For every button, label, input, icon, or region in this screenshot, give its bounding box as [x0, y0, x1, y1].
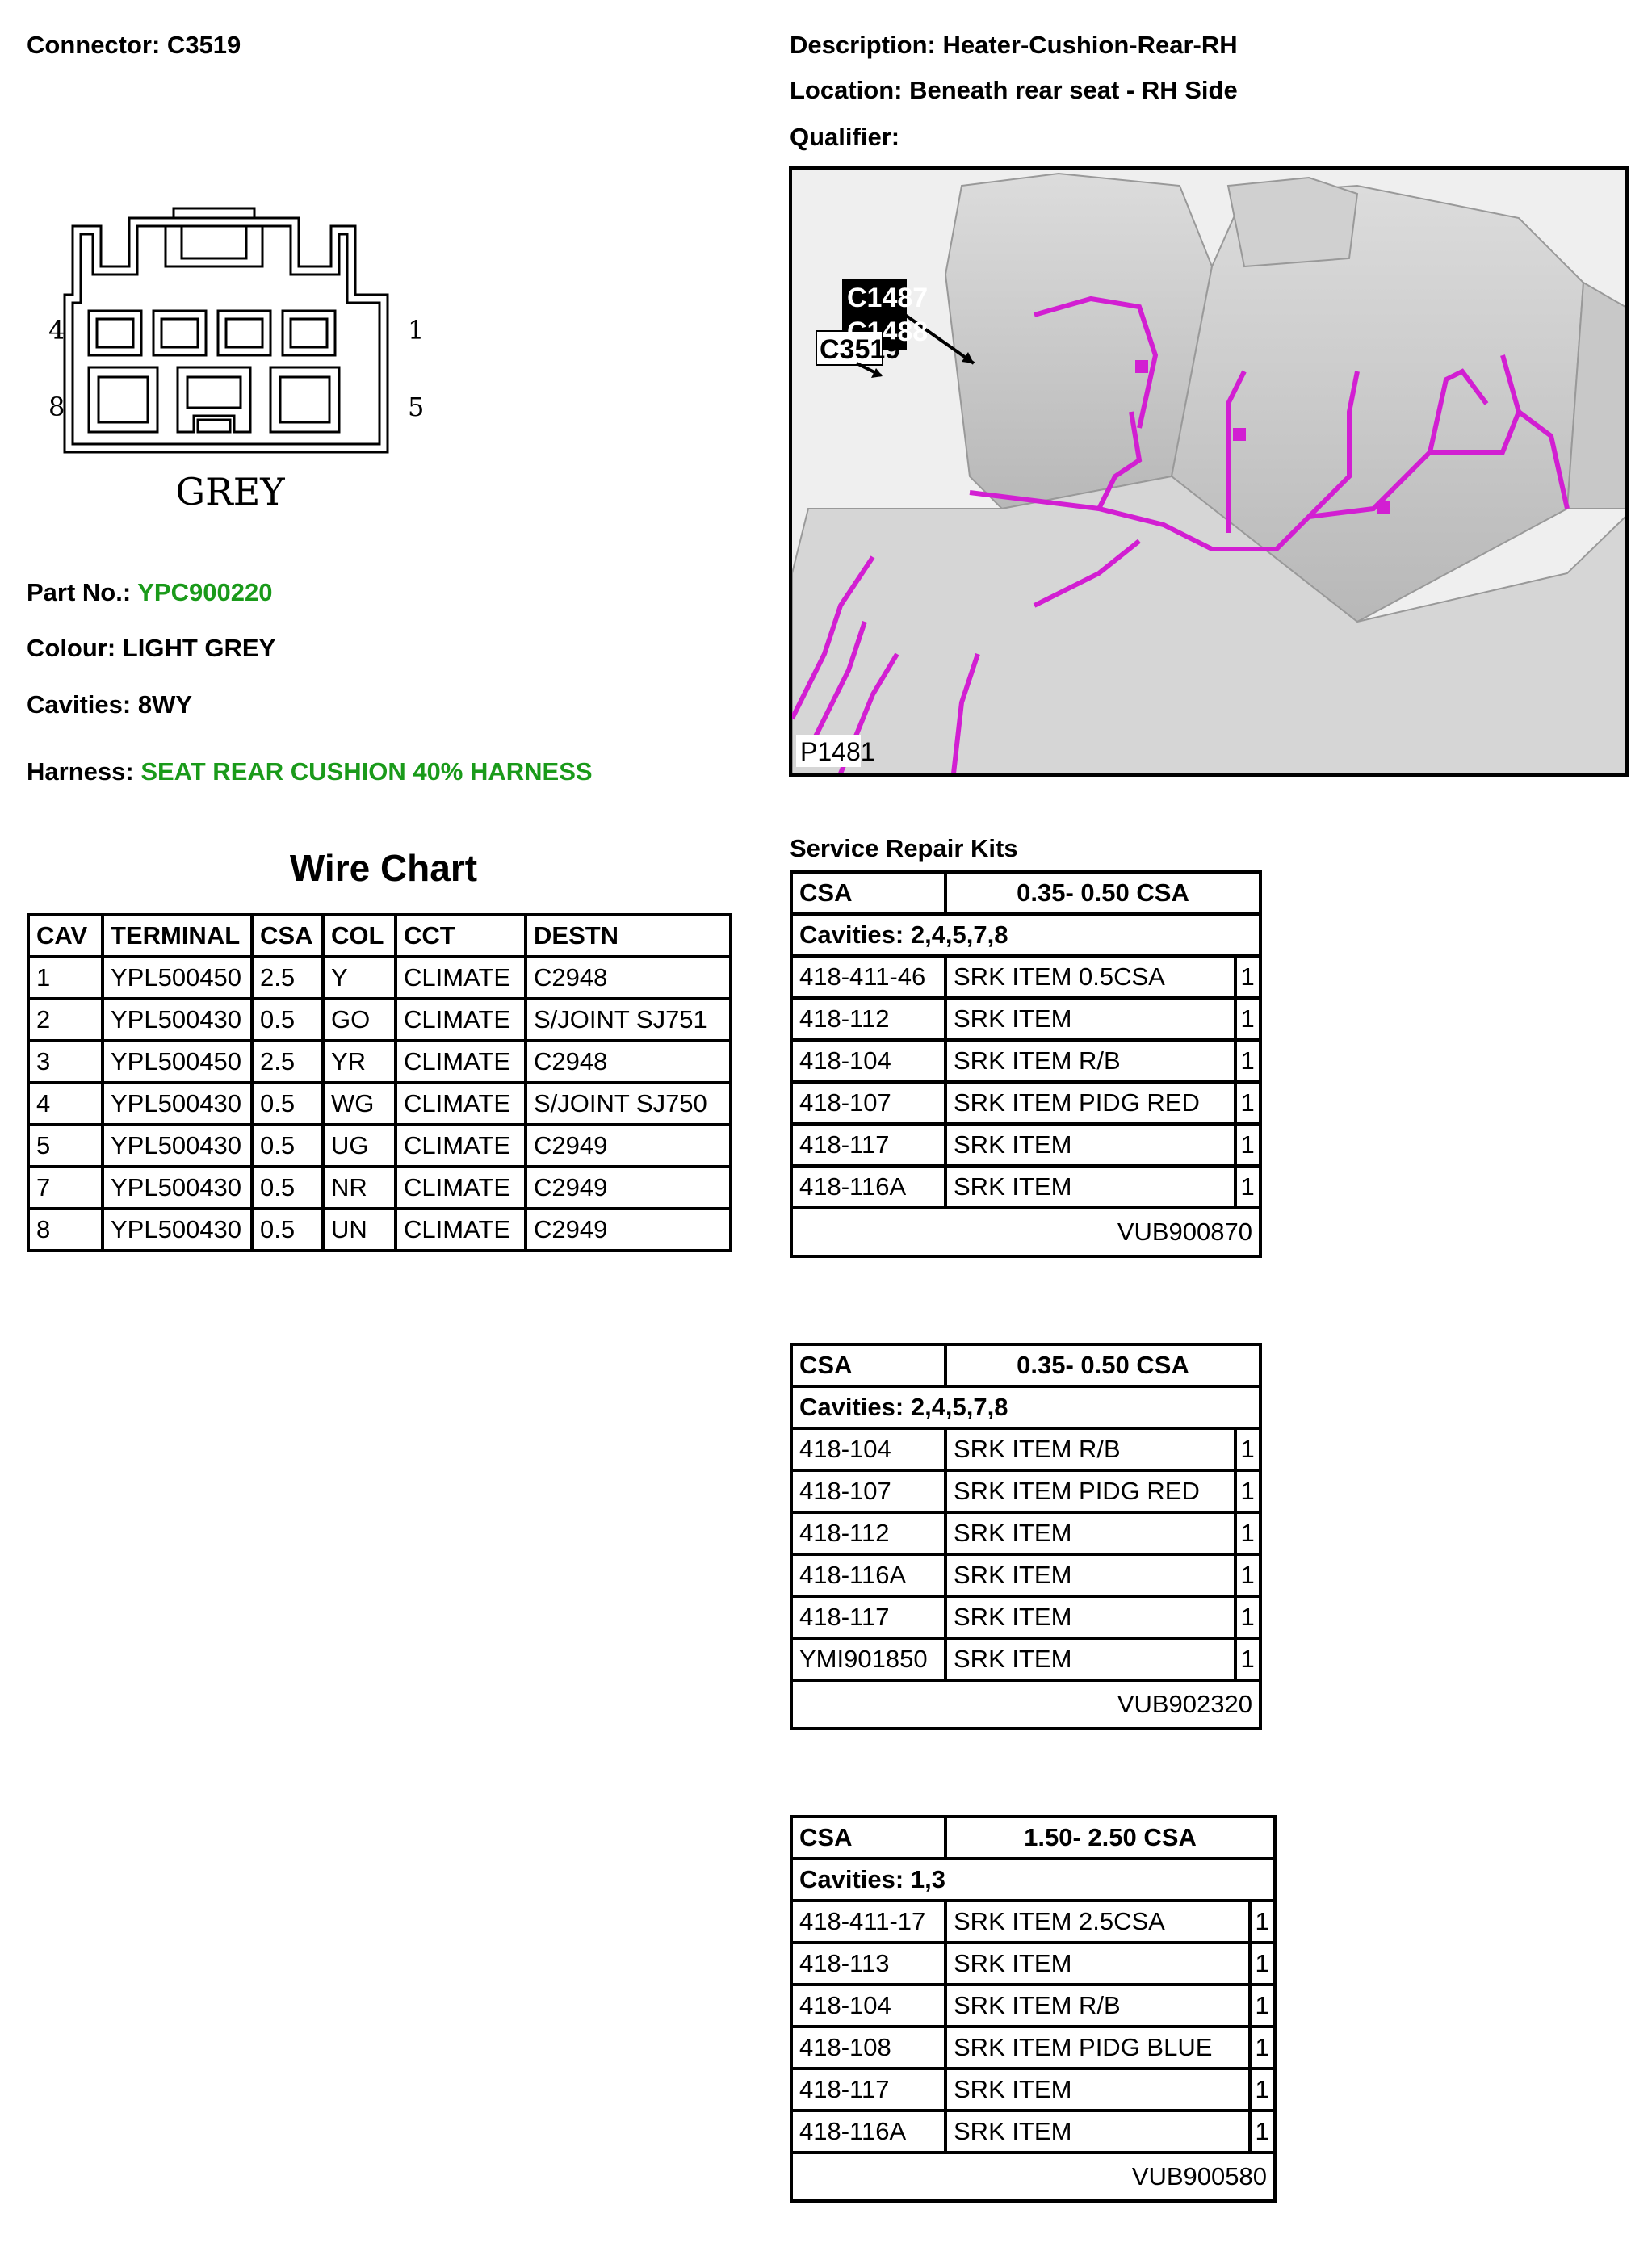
cell: 418-112 — [791, 1512, 945, 1554]
part-number-row — [27, 578, 272, 607]
cell: C2949 — [526, 1125, 731, 1167]
cell: 418-411-17 — [791, 1901, 945, 1943]
wire-row — [28, 1083, 731, 1125]
kit-code: VUB900870 — [791, 1208, 1260, 1256]
kit-item-row — [791, 1901, 1275, 1943]
cell: 7 — [28, 1167, 103, 1209]
cell: 1 — [1250, 1985, 1275, 2027]
kit-code: VUB902320 — [791, 1680, 1260, 1729]
cell: YPL500450 — [103, 1041, 252, 1083]
wire-row — [28, 1125, 731, 1167]
cell: SRK ITEM R/B — [945, 1985, 1250, 2027]
cell: SRK ITEM — [945, 998, 1235, 1040]
part-number-value: YPC900220 — [137, 578, 273, 606]
cell: 418-117 — [791, 2069, 945, 2111]
callout-c1487: C1487 — [847, 283, 929, 313]
cell: 1 — [1235, 1040, 1260, 1082]
cell: C2949 — [526, 1209, 731, 1251]
description-label: Description: Heater-Cushion-Rear-RH — [790, 31, 1238, 59]
kit-csa-range: 0.35- 0.50 CSA — [945, 1344, 1260, 1386]
header-destn: DESTN — [526, 915, 731, 957]
kit-item-row — [791, 1985, 1275, 2027]
connector-colour-text: GREY — [175, 470, 285, 514]
cell: CLIMATE — [396, 1083, 526, 1125]
wire-row — [28, 1041, 731, 1083]
kit-item-row — [791, 2027, 1275, 2069]
cell: NR — [323, 1167, 396, 1209]
cell: SRK ITEM — [945, 1124, 1235, 1166]
figure-id: P1481 — [800, 737, 875, 766]
repair-kit-table — [790, 870, 1262, 1258]
cell: 1 — [1235, 1428, 1260, 1470]
kit-csa-range: 1.50- 2.50 CSA — [945, 1817, 1275, 1859]
cell: S/JOINT SJ751 — [526, 999, 731, 1041]
cell: 3 — [28, 1041, 103, 1083]
cell: SRK ITEM R/B — [945, 1428, 1235, 1470]
cell: 418-104 — [791, 1040, 945, 1082]
cell: YMI901850 — [791, 1638, 945, 1680]
cell: 418-116A — [791, 1554, 945, 1596]
cell: 418-108 — [791, 2027, 945, 2069]
cell: SRK ITEM PIDG RED — [945, 1082, 1235, 1124]
cell: 418-107 — [791, 1082, 945, 1124]
cell: 418-117 — [791, 1124, 945, 1166]
cell: SRK ITEM — [945, 1638, 1235, 1680]
kit-item-row — [791, 1596, 1260, 1638]
cell: 418-113 — [791, 1943, 945, 1985]
repair-kit-table — [790, 1343, 1262, 1730]
cell: SRK ITEM — [945, 1554, 1235, 1596]
wire-chart-title: Wire Chart — [289, 847, 478, 889]
header-cav: CAV — [28, 915, 103, 957]
part-number-label: Part No.: — [27, 578, 132, 606]
repair-kit-table — [790, 1815, 1277, 2203]
pin-label-8: 8 — [48, 392, 65, 422]
kit-csa-range: 0.35- 0.50 CSA — [945, 872, 1260, 914]
cell: WG — [323, 1083, 396, 1125]
kit-csa-label: CSA — [791, 872, 945, 914]
cavities-label: Cavities: 8WY — [27, 690, 193, 719]
cell: SRK ITEM — [945, 1166, 1235, 1208]
kit-item-row — [791, 1082, 1260, 1124]
kit-item-row — [791, 1512, 1260, 1554]
cell: 1 — [1235, 1512, 1260, 1554]
cell: SRK ITEM PIDG RED — [945, 1470, 1235, 1512]
kit-item-row — [791, 956, 1260, 998]
pin-label-4: 4 — [48, 315, 65, 346]
kit-item-row — [791, 1943, 1275, 1985]
cell: 1 — [1235, 1470, 1260, 1512]
location-illustration — [789, 166, 1629, 777]
cell: 418-104 — [791, 1428, 945, 1470]
cell: SRK ITEM PIDG BLUE — [945, 2027, 1250, 2069]
callout-c1488: C1488 — [847, 317, 929, 347]
service-repair-kits-title: Service Repair Kits — [790, 834, 1018, 862]
kit-csa-label: CSA — [791, 1344, 945, 1386]
cell: CLIMATE — [396, 1209, 526, 1251]
cell: 8 — [28, 1209, 103, 1251]
wire-row — [28, 1167, 731, 1209]
kit-item-row — [791, 1166, 1260, 1208]
cell: 2.5 — [252, 1041, 323, 1083]
kit-code: VUB900580 — [791, 2153, 1275, 2201]
colour-label: Colour: LIGHT GREY — [27, 634, 276, 662]
header-csa: CSA — [252, 915, 323, 957]
cell: YPL500450 — [103, 957, 252, 999]
cell: S/JOINT SJ750 — [526, 1083, 731, 1125]
cell: 1 — [1250, 2111, 1275, 2153]
kit-item-row — [791, 1428, 1260, 1470]
cell: YR — [323, 1041, 396, 1083]
cell: GO — [323, 999, 396, 1041]
cell: Y — [323, 957, 396, 999]
cell: YPL500430 — [103, 1209, 252, 1251]
wire-row — [28, 999, 731, 1041]
pin-label-5: 5 — [408, 392, 425, 422]
cell: YPL500430 — [103, 1167, 252, 1209]
cell: SRK ITEM — [945, 2111, 1250, 2153]
cell: YPL500430 — [103, 999, 252, 1041]
cell: 0.5 — [252, 1209, 323, 1251]
connector-face-diagram — [32, 202, 436, 525]
wire-chart-table — [27, 913, 732, 1252]
cell: 2.5 — [252, 957, 323, 999]
kit-item-row — [791, 1638, 1260, 1680]
kit-cavities: Cavities: 2,4,5,7,8 — [791, 1386, 1260, 1428]
cell: 418-116A — [791, 1166, 945, 1208]
cell: 1 — [1235, 1166, 1260, 1208]
harness-row — [27, 757, 593, 786]
cell: 1 — [1235, 1554, 1260, 1596]
cell: 1 — [1250, 1901, 1275, 1943]
wire-chart-header-row — [28, 915, 731, 957]
kit-item-row — [791, 1040, 1260, 1082]
cell: YPL500430 — [103, 1083, 252, 1125]
pin-label-1: 1 — [408, 315, 425, 346]
cell: SRK ITEM — [945, 2069, 1250, 2111]
kit-item-row — [791, 2111, 1275, 2153]
cell: CLIMATE — [396, 1167, 526, 1209]
cell: SRK ITEM 2.5CSA — [945, 1901, 1250, 1943]
cell: YPL500430 — [103, 1125, 252, 1167]
cell: CLIMATE — [396, 1041, 526, 1083]
cell: 4 — [28, 1083, 103, 1125]
cell: SRK ITEM — [945, 1943, 1250, 1985]
cell: 5 — [28, 1125, 103, 1167]
cell: 418-112 — [791, 998, 945, 1040]
cell: 2 — [28, 999, 103, 1041]
cell: 418-104 — [791, 1985, 945, 2027]
cell: 1 — [1250, 2069, 1275, 2111]
cell: 1 — [1250, 2027, 1275, 2069]
wire-row — [28, 957, 731, 999]
cell: 418-411-46 — [791, 956, 945, 998]
header-col: COL — [323, 915, 396, 957]
cell: 0.5 — [252, 1125, 323, 1167]
callout-c3519: C3519 — [820, 334, 901, 365]
header-cct: CCT — [396, 915, 526, 957]
cell: 0.5 — [252, 1083, 323, 1125]
cell: 0.5 — [252, 999, 323, 1041]
kit-item-row — [791, 998, 1260, 1040]
kit-item-row — [791, 2069, 1275, 2111]
connector-label: Connector: C3519 — [27, 31, 241, 59]
kit-cavities: Cavities: 1,3 — [791, 1859, 1275, 1901]
cell: 1 — [1235, 1638, 1260, 1680]
cell: UG — [323, 1125, 396, 1167]
cell: C2949 — [526, 1167, 731, 1209]
kit-item-row — [791, 1470, 1260, 1512]
cell: CLIMATE — [396, 957, 526, 999]
cell: SRK ITEM R/B — [945, 1040, 1235, 1082]
cell: 1 — [1235, 1082, 1260, 1124]
qualifier-label: Qualifier: — [790, 123, 900, 151]
cell: 1 — [1235, 1596, 1260, 1638]
cell: 1 — [1235, 998, 1260, 1040]
cell: CLIMATE — [396, 999, 526, 1041]
harness-label: Harness: — [27, 757, 134, 786]
cell: 1 — [1250, 1943, 1275, 1985]
harness-value: SEAT REAR CUSHION 40% HARNESS — [140, 757, 593, 786]
location-label: Location: Beneath rear seat - RH Side — [790, 76, 1238, 104]
kit-cavities: Cavities: 2,4,5,7,8 — [791, 914, 1260, 956]
cell: 1 — [28, 957, 103, 999]
cell: 418-107 — [791, 1470, 945, 1512]
kit-csa-label: CSA — [791, 1817, 945, 1859]
kit-item-row — [791, 1554, 1260, 1596]
cell: SRK ITEM 0.5CSA — [945, 956, 1235, 998]
cell: SRK ITEM — [945, 1512, 1235, 1554]
cell: CLIMATE — [396, 1125, 526, 1167]
cell: 418-117 — [791, 1596, 945, 1638]
kit-item-row — [791, 1124, 1260, 1166]
cell: SRK ITEM — [945, 1596, 1235, 1638]
cell: 1 — [1235, 1124, 1260, 1166]
cell: UN — [323, 1209, 396, 1251]
wire-row — [28, 1209, 731, 1251]
cell: C2948 — [526, 957, 731, 999]
cell: 0.5 — [252, 1167, 323, 1209]
cell: 1 — [1235, 956, 1260, 998]
header-terminal: TERMINAL — [103, 915, 252, 957]
cell: C2948 — [526, 1041, 731, 1083]
cell: 418-116A — [791, 2111, 945, 2153]
